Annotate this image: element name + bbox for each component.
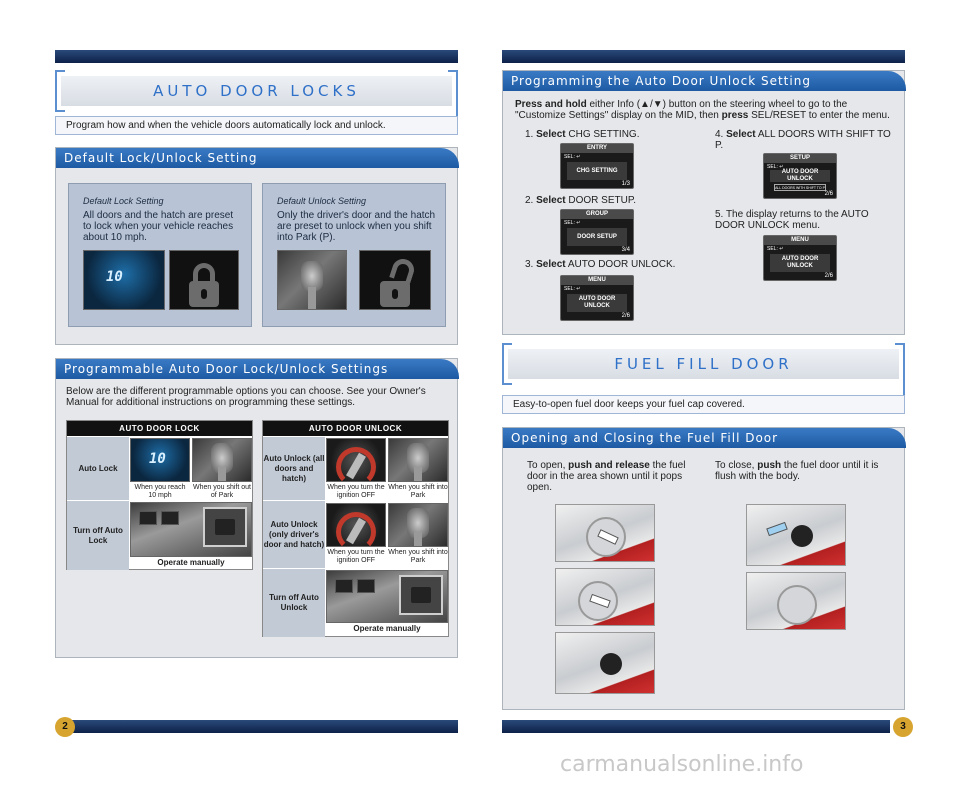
operate-manually-label: Operate manually xyxy=(157,558,225,567)
row-label: Turn off Auto Lock xyxy=(67,501,129,570)
auto-door-locks-title-box xyxy=(55,70,458,112)
panel-heading: Default Lock/Unlock Setting xyxy=(56,148,459,168)
caption: When you turn the ignition OFF xyxy=(327,549,385,564)
step-1: 1. Select CHG SETTING. xyxy=(525,129,640,140)
row-label: Auto Unlock (all doors and hatch) xyxy=(263,437,325,500)
gear-shifter-photo xyxy=(388,503,448,547)
caption: When you shift into Park xyxy=(388,549,448,564)
mid-screen-entry: ENTRY SEL: ↵ CHG SETTING 1/3 xyxy=(560,143,634,189)
programmable-settings-panel xyxy=(55,358,458,658)
row-label: Auto Unlock (only driver's door and hatch) xyxy=(263,501,325,568)
door-lock-switch-photo xyxy=(326,570,448,623)
door-lock-switch-photo xyxy=(130,502,252,557)
row-label: Turn off Auto Unlock xyxy=(263,569,325,637)
table-header: AUTO DOOR UNLOCK xyxy=(263,421,448,436)
step-2: 2. Select DOOR SETUP. xyxy=(525,195,636,206)
auto-door-lock-table xyxy=(66,420,253,570)
fuel-door-photo-open xyxy=(555,632,655,694)
mid-screen-group: GROUP SEL: ↵ DOOR SETUP 3/4 xyxy=(560,209,634,255)
programmable-body: Below are the different programmable options you can choose. See your Owner's Manual for additional instructions on programming these settings. xyxy=(66,386,426,408)
page-number: 2 xyxy=(55,717,75,737)
open-instructions: To open, push and release the fuel door in the area shown until it pops open. xyxy=(527,460,686,493)
programming-intro xyxy=(515,99,895,121)
fuel-door-photo-close-push xyxy=(746,504,846,566)
fuel-door-photo-closed xyxy=(746,572,846,630)
gear-shifter-photo xyxy=(277,250,347,310)
top-bar-left xyxy=(55,50,458,63)
default-lock-unlock-panel xyxy=(55,147,458,345)
intro-text: either Info (▲/▼) button on the steering wheel to go to the "Customize Settings" display on the MID, then xyxy=(515,99,848,121)
card-body: Only the driver's door and the hatch are preset to unlock when you shift into Park (P). xyxy=(277,210,436,243)
lock-open-icon xyxy=(359,250,431,310)
default-lock-card xyxy=(68,183,252,327)
auto-door-unlock-table xyxy=(262,420,449,637)
bottom-bar-right xyxy=(502,720,890,733)
ignition-photo xyxy=(326,438,386,482)
intro-bold: Press and hold xyxy=(515,99,587,110)
step-4: 4. Select ALL DOORS WITH SHIFT TO P. xyxy=(715,129,891,151)
lock-closed-icon xyxy=(169,250,239,310)
speedometer-readout: 10 xyxy=(106,269,123,285)
intro-text: Program how and when the vehicle doors automatically lock and unlock. xyxy=(55,116,458,135)
panel-heading: Programming the Auto Door Unlock Setting xyxy=(503,71,906,91)
card-title: Default Lock Setting xyxy=(83,196,164,206)
speedometer-photo xyxy=(83,250,165,310)
mid-screen-result: MENU SEL: ↵ AUTO DOOR UNLOCK 2/6 xyxy=(763,235,837,281)
close-instructions: To close, push the fuel door until it is flush with the body. xyxy=(715,460,879,482)
gear-shifter-photo xyxy=(192,438,252,482)
step-3: 3. Select AUTO DOOR UNLOCK. xyxy=(525,259,676,270)
caption: When you reach 10 mph xyxy=(134,484,186,499)
intro-bold-press: press xyxy=(721,110,749,121)
gear-shifter-photo xyxy=(388,438,448,482)
section-title: FUEL FILL DOOR xyxy=(614,355,793,373)
intro-text-end: SEL/RESET to enter the menu. xyxy=(748,110,890,121)
operate-manually-label: Operate manually xyxy=(353,624,421,633)
table-header: AUTO DOOR LOCK xyxy=(67,421,252,436)
fuel-door-photo-push xyxy=(555,504,655,562)
panel-heading: Opening and Closing the Fuel Fill Door xyxy=(503,428,906,448)
watermark: carmanualsonline.info xyxy=(560,752,804,777)
caption: When you shift out of Park xyxy=(193,484,251,499)
card-title: Default Unlock Setting xyxy=(277,196,367,206)
ignition-photo xyxy=(326,503,386,547)
speedometer-photo xyxy=(130,438,190,482)
mid-screen-menu: MENU SEL: ↵ AUTO DOOR UNLOCK 2/6 xyxy=(560,275,634,321)
bottom-bar-left xyxy=(70,720,458,733)
fuel-door-panel xyxy=(502,427,905,710)
fuel-fill-door-title-box xyxy=(502,343,905,385)
caption: When you turn the ignition OFF xyxy=(327,484,385,499)
step-5: 5. The display returns to the AUTO DOOR UNLOCK menu. xyxy=(715,209,869,231)
panel-heading: Programmable Auto Door Lock/Unlock Settings xyxy=(56,359,459,379)
fuel-intro-text: Easy-to-open fuel door keeps your fuel cap covered. xyxy=(502,395,905,414)
default-unlock-card xyxy=(262,183,446,327)
programming-panel xyxy=(502,70,905,335)
caption: When you shift into Park xyxy=(388,484,448,499)
mid-screen-setup: SETUP SEL: ↵ AUTO DOOR UNLOCK ALL DOORS WITH SHIFT TO P 2/6 xyxy=(763,153,837,199)
card-body: All doors and the hatch are preset to lock when your vehicle reaches about 10 mph. xyxy=(83,210,234,243)
fuel-door-photo-release xyxy=(555,568,655,626)
row-label: Auto Lock xyxy=(67,437,129,500)
top-bar-right xyxy=(502,50,905,63)
section-title: AUTO DOOR LOCKS xyxy=(153,82,360,100)
page-number: 3 xyxy=(893,717,913,737)
speedometer-readout: 10 xyxy=(149,451,166,467)
